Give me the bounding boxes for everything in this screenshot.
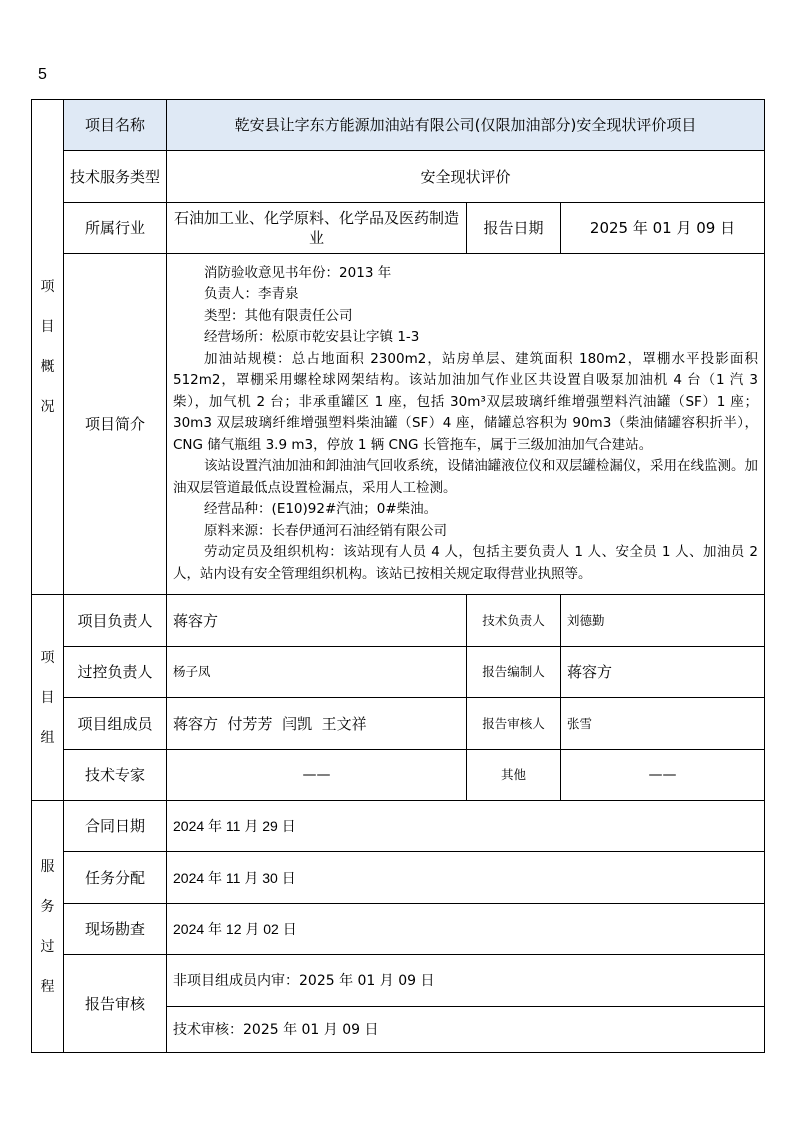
section-char: 况 xyxy=(40,399,55,415)
report-date-label: 报告日期 xyxy=(467,203,561,254)
team-label: 技术专家 xyxy=(64,750,167,801)
team-label: 项目组成员 xyxy=(64,698,167,750)
section-char: 目 xyxy=(40,319,55,335)
intro-paragraph: 劳动定员及组织机构：该站现有人员 4 人，包括主要负责人 1 人、安全员 1 人、加油员 2 人，站内设有安全管理组织机构。该站已按相关规定取得营业执照等。 xyxy=(173,544,759,582)
intro-paragraph: 加油站规模：总占地面积 2300m2，站房单层、建筑面积 180m2，罩棚水平投影面积 512m2，罩棚采用螺栓球网架结构。该站加油加气作业区共设置自吸泵加油机 4 台（1 汽 3 柴），加气机 2 台；非承重罐区 1 座，包括 30m³双层玻璃纤维增强塑料汽油罐（SF）1 座；30m3 双层玻璃纤维增强塑料柴油罐（SF）4 座，储罐总容积为 90m3（柴油储罐容积折半），CNG 储气瓶组 3.9 m3，停放 1 辆 CNG 长管拖车，属于三级加油加气合建站。 xyxy=(173,350,759,453)
team-value2: 刘德勤 xyxy=(561,595,765,647)
team-row xyxy=(32,698,765,750)
page-number: 5 xyxy=(38,66,47,83)
tech-review-value: 技术审核：2025 年 01 月 09 日 xyxy=(167,1007,765,1053)
team-row xyxy=(32,647,765,698)
team-label2: 报告审核人 xyxy=(467,698,561,750)
report-date-value: 2025 年 01 月 09 日 xyxy=(561,203,765,254)
team-value: —— xyxy=(167,750,467,801)
service-type-label: 技术服务类型 xyxy=(64,151,167,203)
team-label: 项目负责人 xyxy=(64,595,167,647)
section-char: 服 xyxy=(40,858,55,875)
site-survey-value: 2024 年 12 月 02 日 xyxy=(167,904,765,955)
process-row xyxy=(32,801,765,852)
team-value: 蒋容方 付芳芳 闫凯 王文祥 xyxy=(167,698,467,750)
industry-label: 所属行业 xyxy=(64,203,167,254)
section-char: 组 xyxy=(40,729,55,746)
team-row xyxy=(32,750,765,801)
team-value2: —— xyxy=(561,750,765,801)
service-type-value: 安全现状评价 xyxy=(167,151,765,203)
project-name-label: 项目名称 xyxy=(64,100,167,151)
row-project-name xyxy=(32,100,765,151)
section-label-team xyxy=(32,595,64,801)
row-intro xyxy=(32,254,765,595)
section-char: 目 xyxy=(40,689,55,706)
team-value2: 张雪 xyxy=(561,698,765,750)
intro-paragraph: 消防验收意见书年份：2013 年 xyxy=(204,264,392,281)
intro-paragraph: 类型：其他有限责任公司 xyxy=(204,307,353,324)
task-assign-value: 2024 年 11 月 30 日 xyxy=(167,852,765,904)
intro-label: 项目简介 xyxy=(64,254,167,595)
contract-date-label: 合同日期 xyxy=(64,801,167,852)
process-row xyxy=(32,852,765,904)
team-label2: 其他 xyxy=(467,750,561,801)
team-value2: 蒋容方 xyxy=(561,647,765,698)
row-industry xyxy=(32,203,765,254)
team-label2: 报告编制人 xyxy=(467,647,561,698)
intro-content xyxy=(167,254,765,595)
project-name-value: 乾安县让字东方能源加油站有限公司(仅限加油部分)安全现状评价项目 xyxy=(167,100,765,151)
team-value: 蒋容方 xyxy=(167,595,467,647)
row-service-type xyxy=(32,151,765,203)
site-survey-label: 现场勘查 xyxy=(64,904,167,955)
team-label2: 技术负责人 xyxy=(467,595,561,647)
project-info-table xyxy=(31,99,765,1053)
section-label-process xyxy=(32,801,64,1053)
section-char: 项 xyxy=(40,279,55,295)
team-row xyxy=(32,595,765,647)
report-review-label: 报告审核 xyxy=(64,955,167,1053)
intro-paragraph: 该站设置汽油加油和卸油油气回收系统，设储油罐液位仪和双层罐检漏仪，采用在线监测。加油双层管道最低点设置检漏点，采用人工检测。 xyxy=(173,458,759,496)
intro-paragraph: 经营场所：松原市乾安县让字镇 1-3 xyxy=(204,329,420,346)
industry-value: 石油加工业、化学原料、化学品及医药制造业 xyxy=(167,203,467,254)
section-char: 程 xyxy=(40,978,55,995)
internal-review-value: 非项目组成员内审：2025 年 01 月 09 日 xyxy=(167,955,765,1007)
intro-paragraph: 负责人：李青泉 xyxy=(204,286,299,303)
contract-date-value: 2024 年 11 月 29 日 xyxy=(167,801,765,852)
section-char: 过 xyxy=(40,938,55,955)
section-char: 概 xyxy=(40,359,55,375)
intro-paragraph: 原料来源：长春伊通河石油经销有限公司 xyxy=(204,522,448,539)
process-row xyxy=(32,904,765,955)
intro-paragraph: 经营品种：(E10)92#汽油；0#柴油。 xyxy=(204,501,438,518)
team-value: 杨子凤 xyxy=(167,647,467,698)
process-row xyxy=(32,955,765,1007)
task-assign-label: 任务分配 xyxy=(64,852,167,904)
section-label-overview xyxy=(32,100,64,595)
team-label: 过控负责人 xyxy=(64,647,167,698)
section-char: 务 xyxy=(40,898,55,915)
section-char: 项 xyxy=(40,649,55,666)
